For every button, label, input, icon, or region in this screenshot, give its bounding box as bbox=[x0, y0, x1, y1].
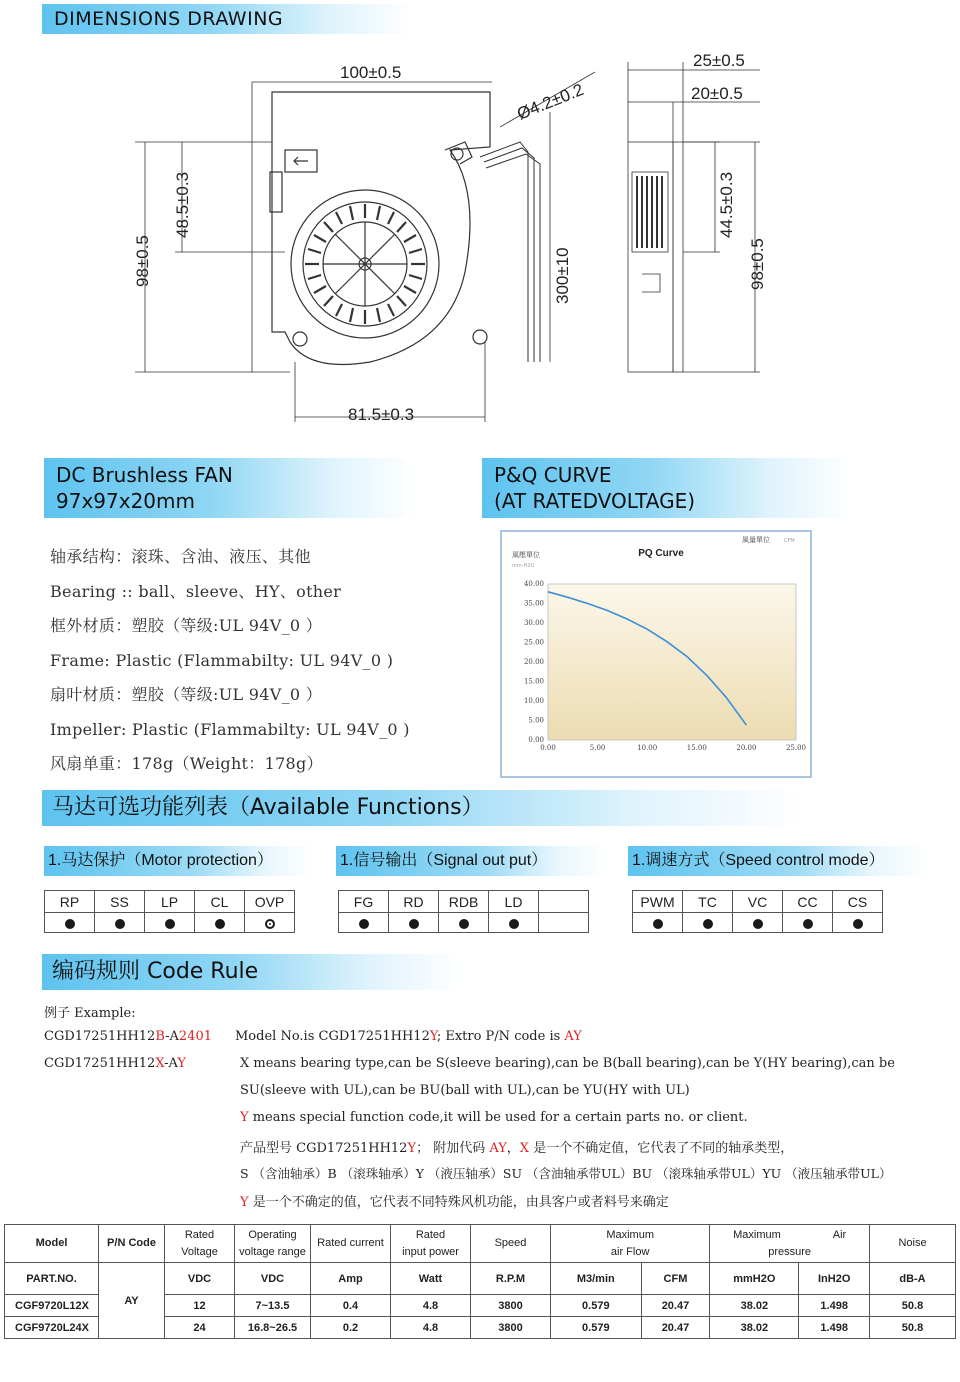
function-col: SS bbox=[95, 891, 145, 913]
code-rule-title: 编码规则 Code Rule bbox=[52, 959, 259, 984]
pq-x-tick-label: 10.00 bbox=[637, 744, 658, 752]
spec-frame-en: Frame: Plastic (Flammabilty: UL 94V_0 ) bbox=[50, 650, 394, 670]
dim-hole-label: Ø4.2±0.2 bbox=[514, 79, 587, 124]
row-model: CGF9720L12X bbox=[5, 1295, 99, 1317]
unit-cell: mmH2O bbox=[710, 1263, 799, 1295]
pq-y-tick-label: 5.00 bbox=[528, 716, 544, 725]
pq-title-banner bbox=[482, 458, 852, 518]
x-meaning-line-2: SU(sleeve with UL),can be BU(ball with UL),can be YU(HY with UL) bbox=[240, 1083, 690, 1098]
dim-side-height-label: 98±0.5 bbox=[748, 238, 767, 290]
th-rated-voltage: Rated Voltage bbox=[165, 1225, 235, 1263]
th-rated-current: Rated current bbox=[311, 1225, 391, 1263]
pq-y-tick-label: 30.00 bbox=[523, 619, 544, 627]
function-col: VC bbox=[733, 891, 783, 913]
table-cell: 1.498 bbox=[799, 1317, 870, 1339]
function-col: FG bbox=[339, 891, 389, 913]
filled-dot-icon bbox=[803, 919, 813, 929]
example-code-2: CGD17251HH12X-AY bbox=[44, 1056, 186, 1071]
filled-dot-icon bbox=[653, 919, 663, 929]
code-rule-title-banner bbox=[42, 954, 462, 990]
hollow-dot-icon bbox=[265, 919, 275, 929]
filled-dot-icon bbox=[459, 919, 469, 929]
filled-dot-icon bbox=[703, 919, 713, 929]
unit-cell: M3/min bbox=[551, 1263, 642, 1295]
dim-bottom-label: 81.5±0.3 bbox=[348, 405, 415, 424]
table-cell: 16.8~26.5 bbox=[235, 1317, 311, 1339]
fan-spec-list bbox=[50, 540, 480, 782]
cn-rule-line-3: Y 是一个不确定的值，它代表不同特殊风机功能，由具客户或者料号来确定 bbox=[240, 1195, 669, 1210]
function-table-signal bbox=[338, 890, 589, 933]
cn-rule-line-1: 产品型号 CGD17251HH12Y； 附加代码 AY，X 是一个不确定值，它代表了不同的轴承类型， bbox=[240, 1141, 794, 1156]
table-cell: 0.579 bbox=[551, 1295, 642, 1317]
spec-weight: 风扇单重：178g（Weight：178g） bbox=[50, 754, 323, 773]
filled-dot-icon bbox=[409, 919, 419, 929]
unit-cell: dB-A bbox=[870, 1263, 956, 1295]
spec-bearing-cn: 轴承结构：滚珠、含油、液压、其他 bbox=[50, 547, 311, 566]
unit-cell: Watt bbox=[391, 1263, 471, 1295]
function-col: LP bbox=[145, 891, 195, 913]
function-col: RD bbox=[389, 891, 439, 913]
pq-y-tick-label: 10.00 bbox=[523, 697, 544, 705]
row-model: CGF9720L24X bbox=[5, 1317, 99, 1339]
fan-title-banner bbox=[44, 458, 414, 518]
th-operating-range: Operating voltage range bbox=[235, 1225, 311, 1263]
function-group-speed-title: 1.调速方式（Speed control mode） bbox=[632, 852, 885, 869]
table-cell: 7~13.5 bbox=[235, 1295, 311, 1317]
function-col bbox=[539, 891, 589, 913]
y-meaning-line: Y means special function code,it will be used for a certain parts no. or client. bbox=[240, 1110, 748, 1125]
fan-title-line1: DC Brushless FAN bbox=[56, 463, 233, 487]
dim-height-total-label: 98±0.5 bbox=[133, 235, 152, 287]
example-code-1: CGD17251HH12B-A2401 bbox=[44, 1029, 212, 1044]
table-cell: 38.02 bbox=[710, 1317, 799, 1339]
th-speed: Speed bbox=[471, 1225, 551, 1263]
pq-xlabel-sub: CFM bbox=[784, 538, 795, 544]
pq-y-tick-label: 25.00 bbox=[523, 638, 544, 647]
table-cell: 12 bbox=[165, 1295, 235, 1317]
model-line: Model No.is CGD17251HH12Y; Extro P/N code is AY bbox=[235, 1029, 582, 1044]
table-cell: 3800 bbox=[471, 1295, 551, 1317]
table-cell: 0.4 bbox=[311, 1295, 391, 1317]
table-cell: 24 bbox=[165, 1317, 235, 1339]
dim-height-outlet-label: 48.5±0.3 bbox=[173, 171, 192, 238]
table-cell: 20.47 bbox=[641, 1317, 710, 1339]
th-max-air-pressure: Maximum Air pressure bbox=[710, 1225, 870, 1263]
th-noise: Noise bbox=[870, 1225, 956, 1263]
filled-dot-icon bbox=[215, 919, 225, 929]
dim-side-outlet-label: 44.5±0.3 bbox=[717, 171, 736, 238]
function-group-signal-title: 1.信号输出（Signal out put） bbox=[340, 852, 548, 869]
spec-bearing-en: Bearing :: ball、sleeve、HY、other bbox=[50, 581, 342, 601]
unit-part-no: PART.NO. bbox=[5, 1263, 99, 1295]
dimensions-title-banner bbox=[42, 4, 412, 34]
pq-ylabel-sub: mm-H2O bbox=[512, 563, 535, 569]
function-col: CS bbox=[833, 891, 883, 913]
function-col: RDB bbox=[439, 891, 489, 913]
table-cell: 50.8 bbox=[870, 1295, 956, 1317]
unit-cell: R.P.M bbox=[471, 1263, 551, 1295]
th-rated-power: Rated input power bbox=[391, 1225, 471, 1263]
functions-title: 马达可选功能列表（Available Functions） bbox=[52, 795, 484, 820]
filled-dot-icon bbox=[65, 919, 75, 929]
filled-dot-icon bbox=[359, 919, 369, 929]
dimensions-title: DIMENSIONS DRAWING bbox=[54, 8, 284, 30]
pq-y-tick-label: 35.00 bbox=[523, 599, 544, 608]
function-col: LD bbox=[489, 891, 539, 913]
pq-chart bbox=[500, 530, 812, 778]
pq-chart-title: PQ Curve bbox=[638, 548, 684, 559]
unit-cell: Amp bbox=[311, 1263, 391, 1295]
table-cell: 4.8 bbox=[391, 1295, 471, 1317]
dimensions-drawing bbox=[120, 42, 800, 442]
pq-chart-svg bbox=[502, 532, 810, 776]
table-cell: 4.8 bbox=[391, 1317, 471, 1339]
dim-side-thick-label: 20±0.5 bbox=[691, 84, 743, 103]
table-cell: 0.2 bbox=[311, 1317, 391, 1339]
filled-dot-icon bbox=[509, 919, 519, 929]
pq-x-tick-label: 15.00 bbox=[686, 744, 707, 752]
spec-impeller-cn: 扇叶材质：塑胶（等级:UL 94V_0 ） bbox=[50, 685, 323, 704]
unit-cell: VDC bbox=[165, 1263, 235, 1295]
functions-title-banner bbox=[42, 790, 802, 826]
pq-y-tick-label: 0.00 bbox=[528, 736, 544, 744]
pq-x-tick-label: 20.00 bbox=[736, 744, 757, 752]
pn-code-cell: AY bbox=[99, 1263, 165, 1339]
table-cell: 20.47 bbox=[641, 1295, 710, 1317]
pq-y-tick-label: 20.00 bbox=[523, 658, 544, 666]
function-group-motor-title: 1.马达保护（Motor protection） bbox=[48, 852, 273, 869]
function-table-speed bbox=[632, 890, 883, 933]
function-group-speed-banner bbox=[628, 846, 928, 876]
x-meaning-line-1: X means bearing type,can be S(sleeve bearing),can be B(ball bearing),can be Y(HY bearing),can be bbox=[240, 1056, 895, 1071]
pq-xlabel: 風量單位 bbox=[742, 536, 770, 544]
function-table-motor bbox=[44, 890, 295, 933]
function-col: CC bbox=[783, 891, 833, 913]
filled-dot-icon bbox=[853, 919, 863, 929]
filled-dot-icon bbox=[165, 919, 175, 929]
function-group-signal-banner bbox=[336, 846, 606, 876]
table-cell: 3800 bbox=[471, 1317, 551, 1339]
function-col: RP bbox=[45, 891, 95, 913]
pq-x-tick-label: 0.00 bbox=[540, 744, 556, 752]
example-label: 例子 Example: bbox=[44, 1006, 136, 1021]
unit-cell: InH2O bbox=[799, 1263, 870, 1295]
cn-rule-line-2: S （含油轴承）B （滚珠轴承）Y （液压轴承）SU （含油轴承带UL）BU （滚珠轴承带UL）YU （液压轴承带UL） bbox=[240, 1166, 892, 1181]
function-group-motor-banner bbox=[44, 846, 314, 876]
function-col: CL bbox=[195, 891, 245, 913]
table-cell: 38.02 bbox=[710, 1295, 799, 1317]
unit-cell: CFM bbox=[641, 1263, 710, 1295]
filled-dot-icon bbox=[115, 919, 125, 929]
table-cell: 0.579 bbox=[551, 1317, 642, 1339]
spec-table bbox=[4, 1224, 956, 1339]
pq-title-line1: P&Q CURVE bbox=[494, 463, 612, 487]
fan-title-line2: 97x97x20mm bbox=[56, 489, 195, 513]
filled-dot-icon bbox=[753, 919, 763, 929]
unit-cell: VDC bbox=[235, 1263, 311, 1295]
function-col: OVP bbox=[245, 891, 295, 913]
spec-frame-cn: 框外材质：塑胶（等级:UL 94V_0 ） bbox=[50, 616, 323, 635]
dim-side-total-thick-label: 25±0.5 bbox=[693, 51, 745, 70]
th-model: Model bbox=[5, 1225, 99, 1263]
pq-x-tick-label: 25.00 bbox=[785, 744, 807, 752]
dim-width-label: 100±0.5 bbox=[340, 63, 402, 82]
pq-ylabel: 風壓單位 bbox=[512, 551, 540, 559]
function-col: TC bbox=[683, 891, 733, 913]
table-cell: 1.498 bbox=[799, 1295, 870, 1317]
dim-cable-label: 300±10 bbox=[553, 247, 572, 304]
pq-y-tick-label: 40.00 bbox=[523, 580, 544, 588]
pq-y-tick-label: 15.00 bbox=[523, 677, 544, 686]
spec-impeller-en: Impeller: Plastic (Flammabilty: UL 94V_0 ) bbox=[50, 719, 410, 739]
pq-title-line2: (AT RATEDVOLTAGE) bbox=[494, 489, 696, 513]
th-pn-code: P/N Code bbox=[99, 1225, 165, 1263]
function-col: PWM bbox=[633, 891, 683, 913]
table-cell: 50.8 bbox=[870, 1317, 956, 1339]
th-max-air-flow: Maximum air Flow bbox=[551, 1225, 710, 1263]
pq-plot-area bbox=[548, 584, 796, 740]
pq-x-tick-label: 5.00 bbox=[589, 744, 606, 752]
